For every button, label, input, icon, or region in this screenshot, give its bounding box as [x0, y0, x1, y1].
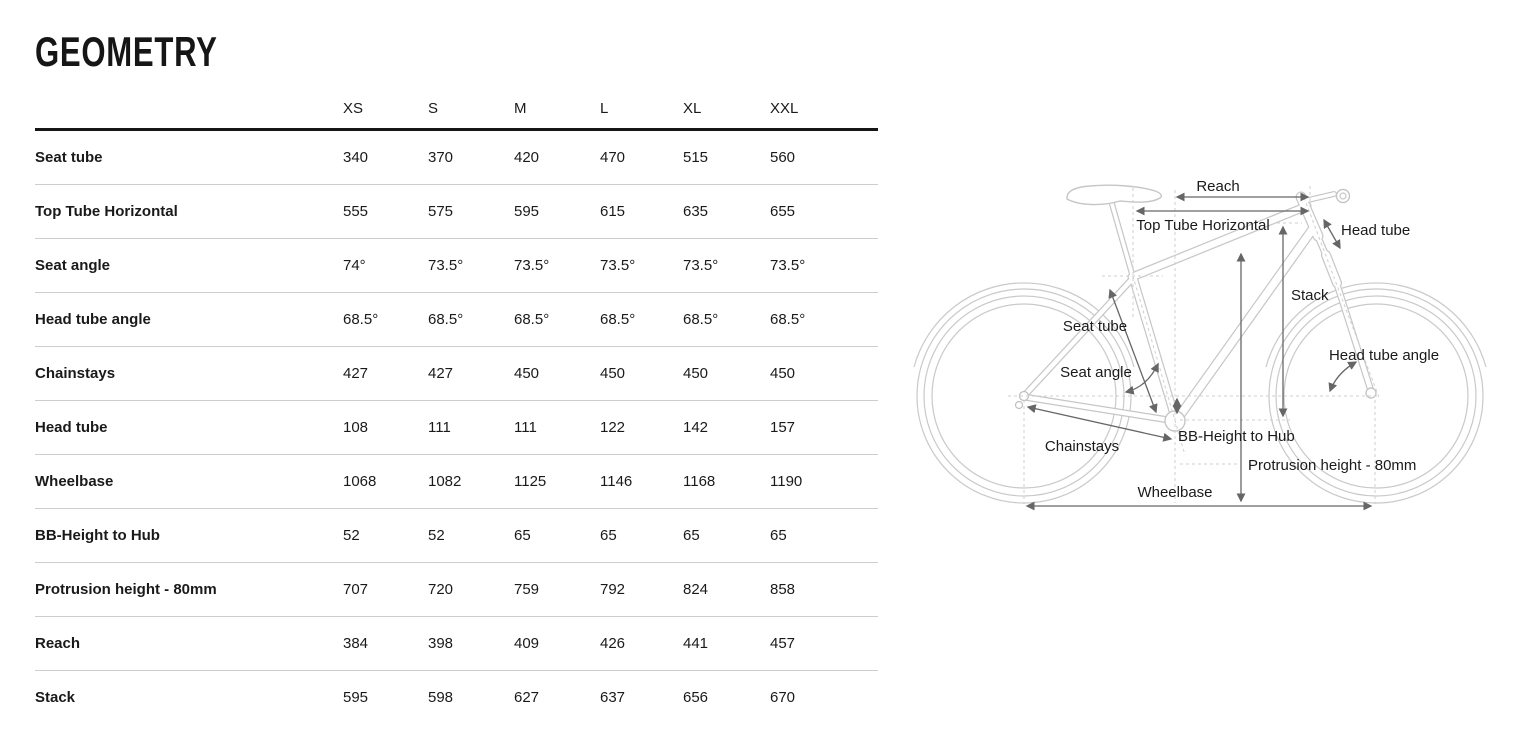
cell-value: 73.5°	[514, 257, 550, 274]
cell-value: 73.5°	[770, 257, 806, 274]
cell-value: 73.5°	[428, 257, 464, 274]
cell-value: 627	[514, 689, 540, 706]
cell-value: 595	[514, 203, 540, 220]
cell-value: 427	[428, 365, 454, 382]
cell-value: 450	[600, 365, 626, 382]
row-label: Seat tube	[35, 149, 103, 166]
rear-derailleur	[1016, 402, 1023, 409]
size-header: XXL	[770, 99, 799, 117]
table-row	[35, 293, 878, 347]
diagram-label-head-tube: Head tube	[1341, 222, 1411, 239]
diagram-label-chainstays: Chainstays	[1044, 438, 1120, 455]
diagram-label-seat-angle: Seat angle	[1060, 364, 1132, 381]
cell-value: 73.5°	[683, 257, 719, 274]
row-label: Top Tube Horizontal	[35, 203, 178, 220]
page-title: GEOMETRY	[35, 28, 218, 75]
cell-value: 73.5°	[600, 257, 636, 274]
size-header: M	[514, 99, 527, 117]
cell-value: 398	[428, 635, 454, 652]
table-row	[35, 509, 878, 563]
diagram-label-seat-tube: Seat tube	[1062, 318, 1128, 335]
size-header: XS	[343, 99, 364, 117]
table-row	[35, 185, 878, 239]
cell-value: 824	[683, 581, 709, 598]
cell-value: 858	[770, 581, 796, 598]
row-label: Chainstays	[35, 365, 116, 382]
table-row	[35, 401, 878, 455]
head-tube-angle-arc	[1330, 362, 1356, 391]
diagram-label-bb-height: BB-Height to Hub	[1178, 428, 1295, 445]
cell-value: 670	[770, 689, 796, 706]
bike-geometry-diagram	[900, 168, 1539, 518]
row-label: Seat angle	[35, 257, 111, 274]
row-label: Wheelbase	[35, 473, 114, 490]
row-label: Head tube	[35, 419, 108, 436]
cell-value: 759	[514, 581, 540, 598]
cell-value: 1168	[683, 473, 716, 490]
cell-value: 157	[770, 419, 796, 436]
cell-value: 409	[514, 635, 540, 652]
cell-value: 1146	[600, 473, 633, 490]
diagram-label-wheelbase: Wheelbase	[1137, 484, 1213, 501]
cell-value: 1125	[514, 473, 547, 490]
cell-value: 637	[600, 689, 626, 706]
geometry-table	[35, 88, 878, 724]
cell-value: 450	[514, 365, 540, 382]
cell-value: 68.5°	[514, 311, 550, 328]
cell-value: 68.5°	[428, 311, 464, 328]
cell-value: 560	[770, 149, 796, 166]
cell-value: 720	[428, 581, 454, 598]
cell-value: 450	[770, 365, 796, 382]
cell-value: 427	[343, 365, 369, 382]
cell-value: 707	[343, 581, 369, 598]
row-label: Reach	[35, 635, 81, 652]
cell-value: 65	[683, 527, 700, 544]
cell-value: 792	[600, 581, 626, 598]
table-row	[35, 671, 878, 724]
cell-value: 65	[514, 527, 531, 544]
cell-value: 555	[343, 203, 369, 220]
row-label: Head tube angle	[35, 311, 151, 328]
cell-value: 615	[600, 203, 626, 220]
diagram-label-protrusion: Protrusion height - 80mm	[1248, 457, 1417, 474]
geometry-table-body	[35, 131, 878, 724]
table-row	[35, 617, 878, 671]
cell-value: 470	[600, 149, 626, 166]
cell-value: 370	[428, 149, 454, 166]
size-header-row	[35, 88, 878, 131]
table-row	[35, 347, 878, 401]
cell-value: 340	[343, 149, 369, 166]
table-row	[35, 563, 878, 617]
cell-value: 598	[428, 689, 454, 706]
cell-value: 420	[514, 149, 540, 166]
cell-value: 108	[343, 419, 369, 436]
cell-value: 441	[683, 635, 709, 652]
handlebar-grip	[1337, 190, 1350, 203]
cell-value: 515	[683, 149, 709, 166]
saddle	[1067, 185, 1161, 204]
diagram-labels	[1045, 178, 1439, 501]
cell-value: 52	[343, 527, 360, 544]
cell-value: 450	[683, 365, 709, 382]
head-tube-arrow	[1324, 220, 1340, 248]
cell-value: 111	[428, 419, 451, 436]
cell-value: 68.5°	[600, 311, 636, 328]
diagram-label-head-tube-angle: Head tube angle	[1328, 347, 1440, 364]
table-row	[35, 239, 878, 293]
row-label: BB-Height to Hub	[35, 527, 160, 544]
row-label: Protrusion height - 80mm	[35, 581, 217, 598]
cell-value: 595	[343, 689, 369, 706]
table-row	[35, 131, 878, 185]
cell-value: 68.5°	[343, 311, 379, 328]
cell-value: 52	[428, 527, 445, 544]
diagram-label-reach: Reach	[1196, 178, 1240, 195]
cell-value: 655	[770, 203, 796, 220]
cell-value: 1082	[428, 473, 462, 490]
size-header: S	[428, 99, 439, 117]
cell-value: 1068	[343, 473, 377, 490]
cell-value: 111	[514, 419, 537, 436]
cell-value: 142	[683, 419, 709, 436]
cell-value: 575	[428, 203, 454, 220]
diagram-label-top-tube-horizontal: Top Tube Horizontal	[1136, 217, 1270, 234]
size-header: L	[600, 99, 609, 117]
cell-value: 68.5°	[683, 311, 719, 328]
cell-value: 65	[600, 527, 617, 544]
cell-value: 635	[683, 203, 709, 220]
cell-value: 384	[343, 635, 369, 652]
cell-value: 122	[600, 419, 626, 436]
table-row	[35, 455, 878, 509]
cell-value: 656	[683, 689, 709, 706]
cell-value: 1190	[770, 473, 803, 490]
diagram-label-stack: Stack	[1291, 287, 1329, 304]
cell-value: 74°	[343, 257, 366, 274]
cell-value: 426	[600, 635, 626, 652]
size-header: XL	[683, 99, 702, 117]
row-label: Stack	[35, 689, 76, 706]
cell-value: 68.5°	[770, 311, 806, 328]
cell-value: 65	[770, 527, 787, 544]
cell-value: 457	[770, 635, 796, 652]
